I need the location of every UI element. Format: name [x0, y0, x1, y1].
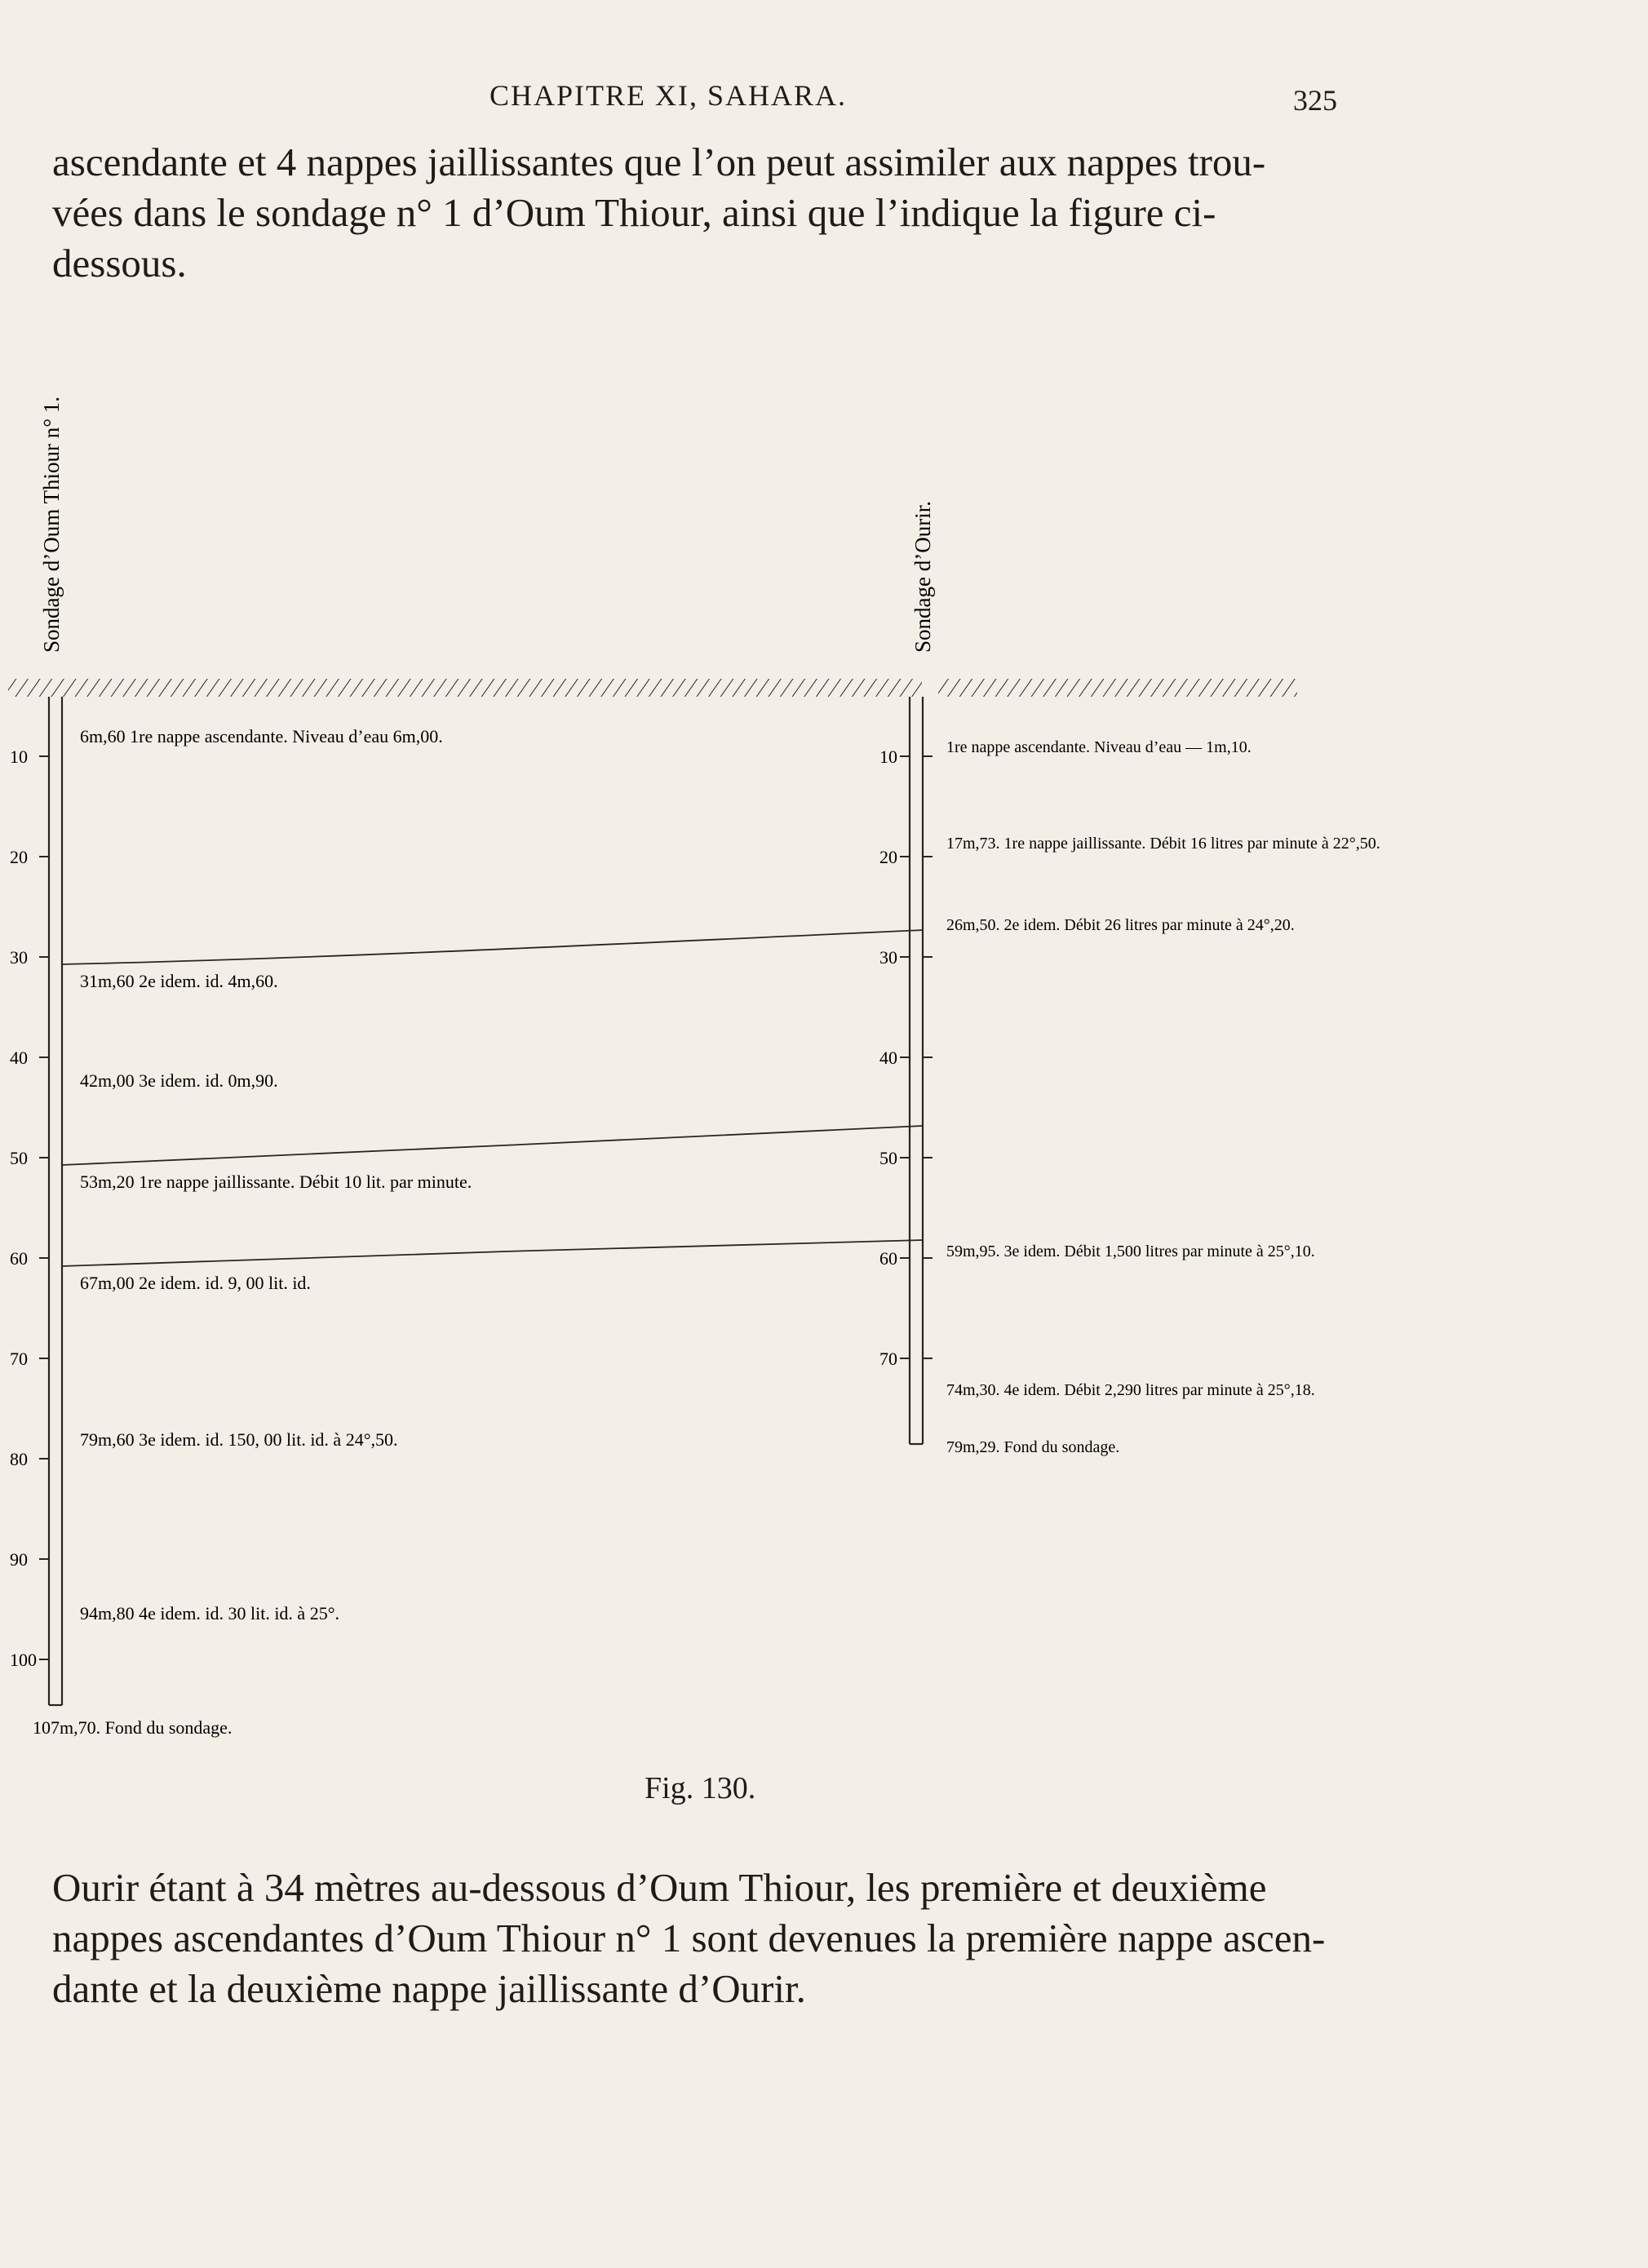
paragraph-line: Ourir étant à 34 mètres au-dessous d’Oum Thiour, les première et deuxième — [52, 1865, 1267, 1910]
ourir-depth-label: 10 — [879, 746, 897, 767]
paragraph-line: ascendante et 4 nappes jaillissantes que l’on peut assimiler aux nappes trou- — [52, 140, 1266, 184]
ground-surface-left — [8, 679, 922, 697]
right-note: 17m,73. 1re nappe jaillissante. Débit 16 litres par minute à 22°,50. — [946, 835, 1380, 853]
borehole-figure — [0, 343, 1648, 1746]
page-number: 325 — [1293, 84, 1337, 117]
ourir-depth-label: 60 — [879, 1248, 897, 1269]
left-note: 42m,00 3e idem. id. 0m,90. — [80, 1070, 278, 1091]
left-depth-label: 60 — [10, 1248, 28, 1269]
left-depth-label: 70 — [10, 1349, 28, 1369]
right-note: 79m,29. Fond du sondage. — [946, 1438, 1120, 1456]
ourir-depth-label: 30 — [879, 947, 897, 968]
left-depth-label: 80 — [10, 1449, 28, 1469]
right-note: 1re nappe ascendante. Niveau d’eau — 1m,10. — [946, 738, 1252, 756]
left-borehole-label: Sondage d’Oum Thiour n° 1. — [39, 396, 64, 653]
paragraph-top — [52, 137, 1366, 289]
left-note: 53m,20 1re nappe jaillissante. Débit 10 lit. par minute. — [80, 1172, 472, 1192]
ourir-depth-label: 20 — [879, 847, 897, 867]
paragraph-line: vées dans le sondage n° 1 d’Oum Thiour, ainsi que l’indique la figure ci- — [52, 190, 1216, 235]
left-depth-label: 50 — [10, 1148, 28, 1168]
figure-caption: Fig. 130. — [645, 1771, 756, 1805]
right-note: 26m,50. 2e idem. Débit 26 litres par minute à 24°,20. — [946, 916, 1295, 934]
left-depth-label: 10 — [10, 746, 28, 767]
right-note: 59m,95. 3e idem. Débit 1,500 litres par minute à 25°,10. — [946, 1243, 1315, 1260]
left-depth-label: 100 — [10, 1650, 37, 1670]
left-note: 6m,60 1re nappe ascendante. Niveau d’eau 6m,00. — [80, 726, 443, 746]
left-note: 67m,00 2e idem. id. 9, 00 lit. id. — [80, 1273, 311, 1293]
left-depth-label: 90 — [10, 1549, 28, 1570]
paragraph-line: nappes ascendantes d’Oum Thiour n° 1 sont devenues la première nappe ascen- — [52, 1916, 1326, 1960]
ourir-depth-label: 40 — [879, 1048, 897, 1068]
left-note: 94m,80 4e idem. id. 30 lit. id. à 25°. — [80, 1603, 339, 1623]
right-note: 74m,30. 4e idem. Débit 2,290 litres par minute à 25°,18. — [946, 1381, 1315, 1399]
left-note: 31m,60 2e idem. id. 4m,60. — [80, 971, 278, 991]
left-depth-label: 20 — [10, 847, 28, 867]
chapter-title: CHAPITRE XI, SAHARA. — [490, 79, 848, 112]
left-depth-label: 40 — [10, 1048, 28, 1068]
paragraph-line: dante et la deuxième nappe jaillissante d’Ourir. — [52, 1966, 806, 2011]
left-note: 79m,60 3e idem. id. 150, 00 lit. id. à 24°,50. — [80, 1429, 398, 1450]
ourir-depth-label: 70 — [879, 1349, 897, 1369]
left-note: 107m,70. Fond du sondage. — [33, 1717, 233, 1738]
ground-surface-right — [938, 679, 1297, 697]
right-borehole-label: Sondage d’Ourir. — [910, 501, 935, 653]
left-depth-label: 30 — [10, 947, 28, 968]
paragraph-line: dessous. — [52, 241, 187, 286]
ourir-depth-label: 50 — [879, 1148, 897, 1168]
page-header — [0, 78, 1648, 119]
paragraph-bottom — [52, 1863, 1366, 2014]
